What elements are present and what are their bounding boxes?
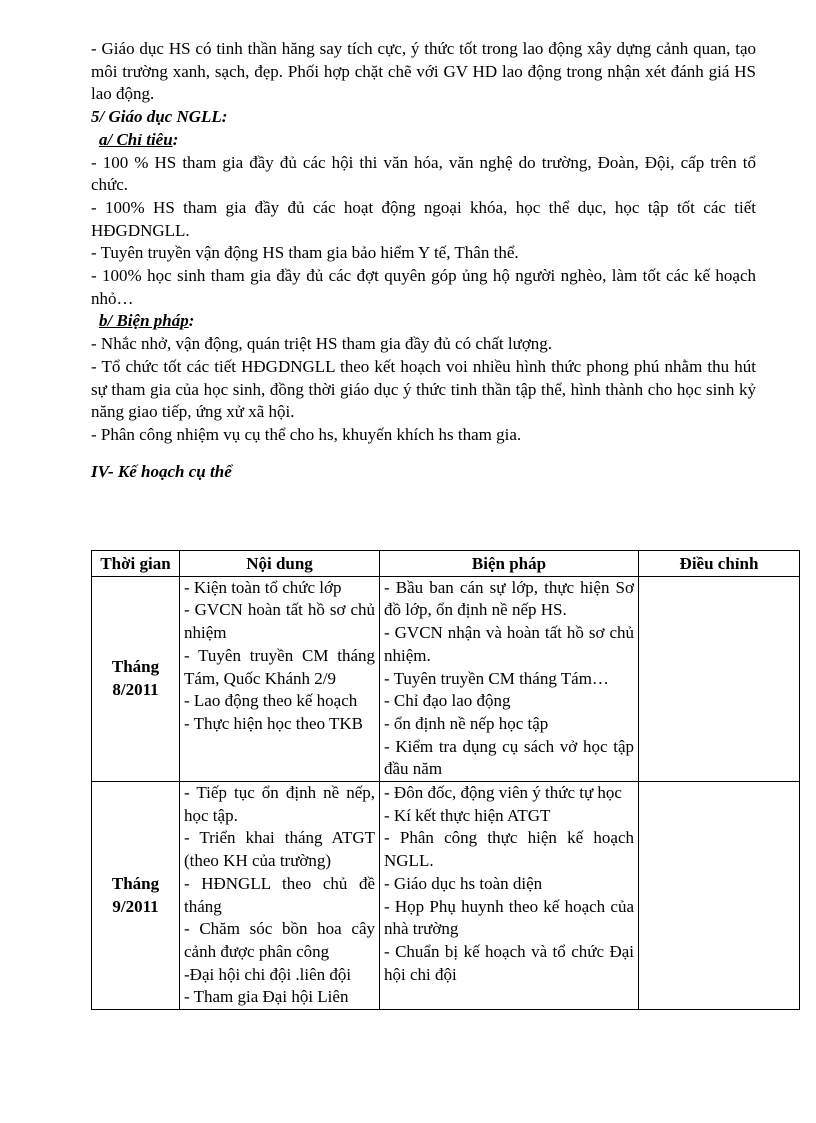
content-line: - Lao động theo kế hoạch [184, 691, 358, 711]
measures-cell [380, 576, 639, 781]
measures-subheading: b/ Biện pháp: [99, 311, 195, 331]
section-4-title: IV- Kế hoạch cụ thể [91, 461, 232, 481]
targets-subheading: a/ Chỉ tiêu: [99, 129, 179, 149]
page-bottom-margin [0, 1071, 816, 1123]
measure-line: - Phân công thực hiện kế hoạch NGLL. [384, 828, 634, 871]
measure-line: - GVCN nhận và hoàn tất hồ sơ chủ nhiệm. [384, 623, 634, 665]
content-line: - Tuyên truyền CM tháng Tám, Quốc Khánh 2/9 [184, 645, 375, 688]
target-item: - 100% học sinh tham gia đầy đủ các đợt quyên góp ủng hộ người nghèo, làm tốt các kế hoạch nhỏ… [91, 266, 756, 308]
content-line: - HĐNGLL theo chủ đề tháng [184, 873, 375, 916]
content-line: - GVCN hoàn tất hồ sơ chủ nhiệm [184, 600, 375, 643]
header-time: Thời gian [92, 551, 180, 577]
table-row [92, 782, 800, 1010]
measure-line: - Chỉ đạo lao động [384, 691, 511, 711]
target-item: - Tuyên truyền vận động HS tham gia bảo hiểm Y tế, Thân thể. [91, 243, 519, 263]
content-cell [180, 576, 380, 781]
measures-cell [380, 782, 639, 1010]
measure-item: - Tổ chức tốt các tiết HĐGDNGLL theo kết hoạch voi nhiều hình thức phong phú nhằm thu hút sự tham gia của học sinh, đồng thời giáo dục ý thức tinh thần tập thể, hình thành cho học sinh kỷ năng giao tiếp, ứng xử xã hội. [91, 356, 756, 422]
adjust-cell [639, 576, 800, 781]
header-measures: Biện pháp [380, 551, 639, 577]
target-item: - 100% HS tham gia đầy đủ các hoạt động ngoại khóa, học thể dục, học tập tốt các tiết HĐGDNGLL. [91, 197, 756, 240]
measures-label: b/ Biện pháp [99, 311, 189, 331]
measure-line: - Giáo dục hs toàn diện [384, 873, 543, 893]
plan-table [91, 550, 800, 1010]
content-line: -Đại hội chi đội .liên đội [184, 964, 352, 984]
document-body [91, 38, 756, 483]
measure-line: - Đôn đốc, động viên ý thức tự học [384, 783, 622, 803]
content-line: - Triển khai tháng ATGT (theo KH của trường) [184, 828, 375, 871]
content-line: - Tiếp tục ổn định nề nếp, học tập. [184, 783, 375, 825]
labor-education-paragraph: - Giáo dục HS có tinh thần hăng say tích cực, ý thức tốt trong lao động xây dựng cảnh quan, tạo môi trường xanh, sạch, đẹp. Phối hợp chặt chẽ với GV HD lao động trong nhận xét đánh giá HS lao động. [91, 39, 756, 104]
measure-line: - ổn định nề nếp học tập [384, 713, 549, 733]
month-cell: Tháng 8/2011 [92, 576, 180, 781]
header-adjust: Điều chỉnh [639, 551, 800, 577]
header-content: Nội dung [180, 551, 380, 577]
measure-line: - Kiểm tra dụng cụ sách vở học tập đầu năm [384, 736, 634, 779]
measure-line: - Kí kết thực hiện ATGT [384, 805, 551, 825]
measure-item: - Nhắc nhở, vận động, quán triệt HS tham gia đầy đủ có chất lượng. [91, 334, 553, 354]
adjust-cell [639, 782, 800, 1010]
targets-label: a/ Chỉ tiêu [99, 129, 173, 149]
content-line: - Thực hiện học theo TKB [184, 713, 364, 733]
measure-item: - Phân công nhiệm vụ cụ thể cho hs, khuyến khích hs tham gia. [91, 424, 522, 444]
content-line: - Chăm sóc bồn hoa cây cảnh được phân công [184, 919, 375, 961]
table-row [92, 576, 800, 781]
month-cell: Tháng 9/2011 [92, 782, 180, 1010]
content-line: - Tham gia Đại hội Liên [184, 987, 349, 1007]
content-cell [180, 782, 380, 1010]
measure-line: - Tuyên truyền CM tháng Tám… [384, 668, 609, 688]
measure-line: - Họp Phụ huynh theo kế hoạch của nhà trường [384, 896, 634, 939]
target-item: - 100 % HS tham gia đầy đủ các hội thi văn hóa, văn nghệ do trường, Đoàn, Đội, cấp trên tổ chức. [91, 152, 756, 195]
content-line: - Kiện toàn tổ chức lớp [184, 577, 342, 597]
measure-line: - Chuẩn bị kế hoạch và tổ chức Đại hội chi đội [384, 941, 634, 984]
table-header-row [92, 551, 800, 577]
section-5-heading: 5/ Giáo dục NGLL: [91, 107, 228, 127]
measure-line: - Bầu ban cán sự lớp, thực hiện Sơ đồ lớp, ổn định nề nếp HS. [384, 577, 634, 620]
